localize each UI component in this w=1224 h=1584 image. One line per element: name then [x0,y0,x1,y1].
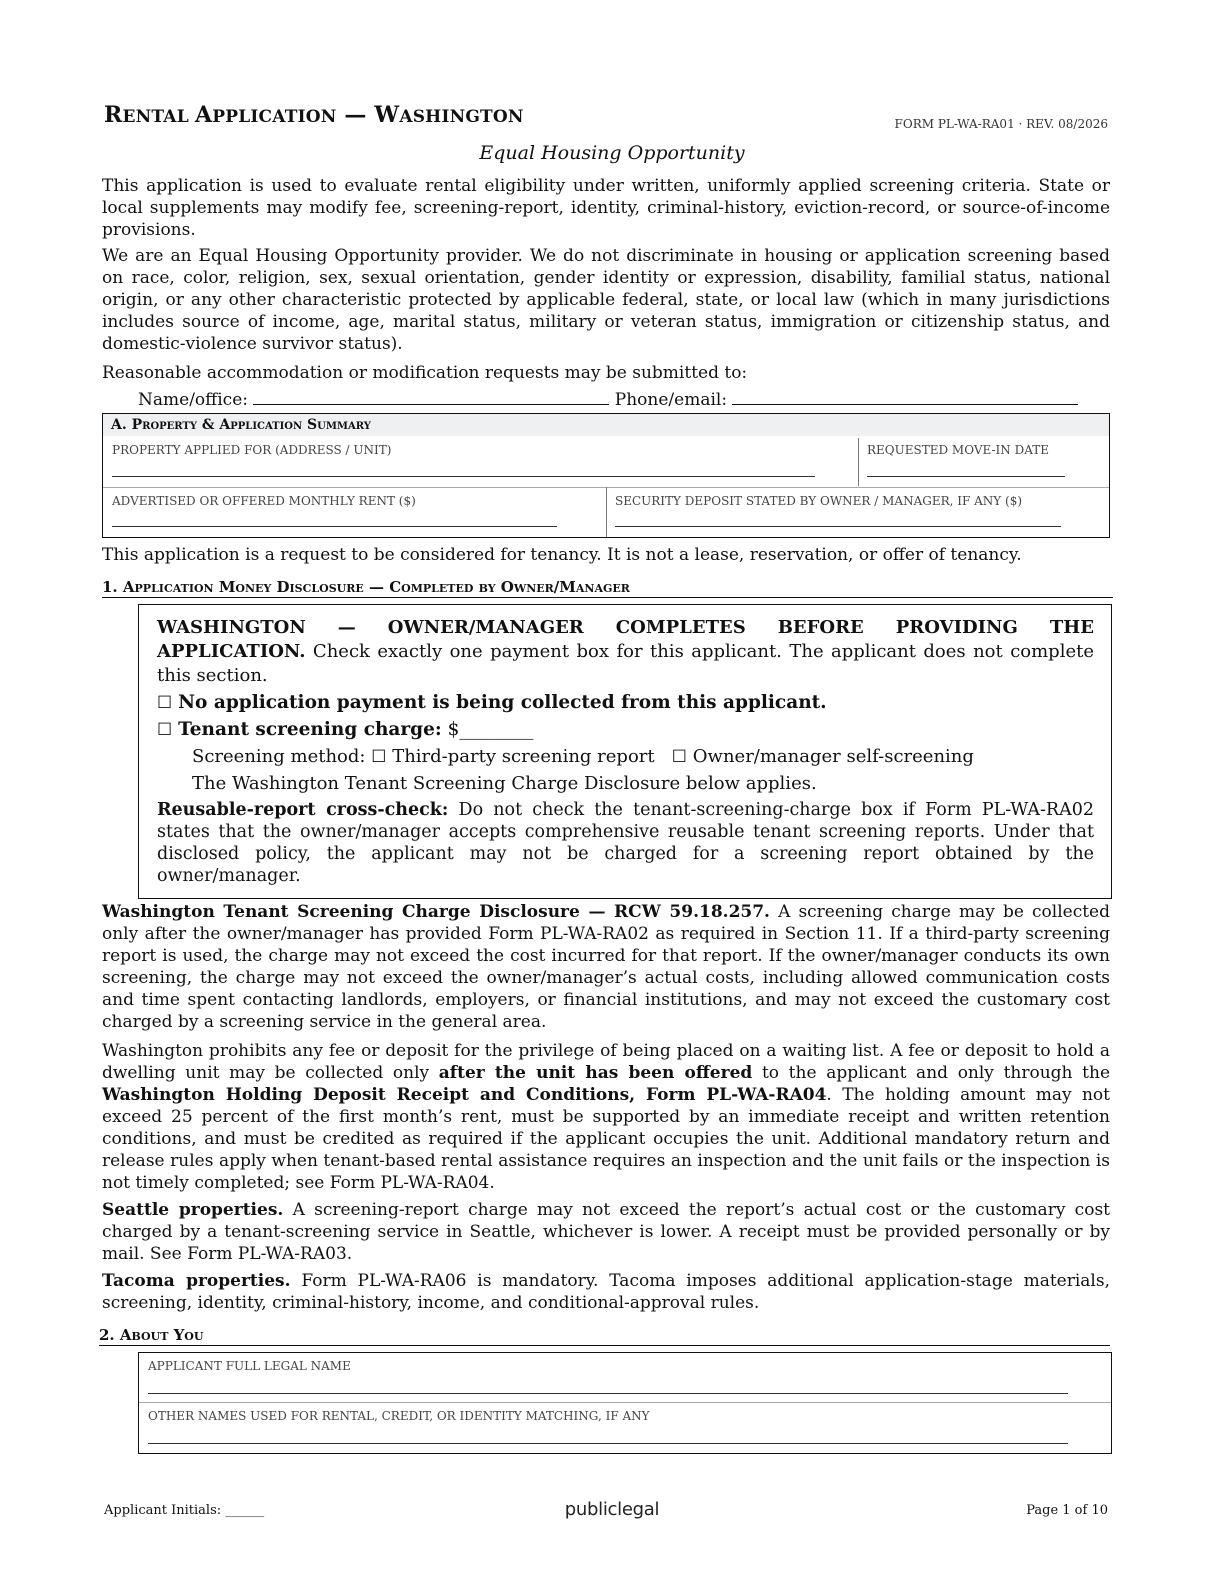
movein-date-field[interactable] [867,476,1065,477]
section-a-heading: A. Property & Application Summary [103,414,1109,436]
title-cap-a: A [194,102,213,128]
screening-charge-label: Tenant screening charge: [178,719,442,740]
rent-label: ADVERTISED OR OFFERED MONTHLY RENT ($) [112,494,416,508]
holding-text-1: Washington prohibits any fee or deposit for the privilege of being placed on a waiting list. A fee or deposit to hold a dwelling unit may be collected only [102,1041,1110,1083]
title-rest-3: ASHINGTON [399,107,524,127]
property-field[interactable] [112,476,815,477]
tacoma-bold: Tacoma properties. [102,1271,291,1291]
name-office-label: Name/office: [138,390,248,410]
about-you-box [138,1352,1112,1454]
form-number: FORM PL-WA-RA01 · REV. 08/2026 [894,117,1108,131]
holding-text-3: . The holding amount may not exceed 25 percent of the first month’s rent, must be supported by an immediate receipt and written retention conditions, and must be credited as required if the applicant occupies the unit. Additional mandatory return and release rules apply when tenant-based rental assistance requires an inspection and the unit fails or the inspection is not timely completed; see Form PL-WA-RA04. [102,1085,1110,1193]
title-rest-2: PPLICATION [212,107,337,127]
seattle-text: A screening-report charge may not exceed the report’s actual cost or the customary cost charged by a tenant-screening service in Seattle, whichever is lower. A receipt must be provided personally or by mail. See Form PL-WA-RA03. [102,1200,1110,1264]
phone-email-field[interactable] [732,388,1078,405]
section-1-heading: 1. Application Money Disclosure — Completed by Owner/Manager [102,578,1113,598]
screening-method-label: Screening method: [192,746,366,767]
crosscheck-bold: Reusable-report cross-check: [157,800,449,820]
page-title [104,102,524,128]
applicant-initials: Applicant Initials: ______ [104,1503,265,1518]
no-payment-checkbox[interactable]: ☐ [157,693,173,713]
reusable-report-crosscheck [157,799,1094,887]
crosscheck-rest: Do not check the tenant-screening-charge box if Form PL-WA-RA02 states that the owner/manager accepts comprehensive reusable tenant screening reports. Under that disclosed policy, the applicant may not be charged for a screening report obtained by the owner/manager. [157,800,1095,886]
tacoma-paragraph [102,1270,1110,1314]
title-cap-r: R [104,102,123,128]
tacoma-text: Form PL-WA-RA06 is mandatory. Tacoma imposes additional application-stage materials, screening, identity, criminal-history, income, and conditional-approval rules. [102,1271,1111,1313]
seattle-bold: Seattle properties. [102,1200,284,1220]
movein-label: REQUESTED MOVE-IN DATE [867,443,1049,457]
property-summary-box [102,413,1110,538]
phone-email-label: Phone/email: [614,390,728,410]
rent-field[interactable] [112,526,557,527]
full-name-field[interactable] [148,1393,1068,1394]
brand-logo: publiclegal [564,1499,660,1520]
divider [139,1402,1111,1403]
disclosure-heading: Washington Tenant Screening Charge Disclosure — RCW 59.18.257. [102,902,770,922]
screening-method-row [192,746,1129,768]
intro-paragraph-2: We are an Equal Housing Opportunity provider. We do not discriminate in housing or application screening based on race, color, religion, sex, sexual orientation, gender identity or expression, disability, familial status, national origin, or any other characteristic protected by applicable federal, state, or local law (which in many jurisdictions includes source of income, age, marital status, military or veteran status, immigration or citizenship status, and domestic-violence survivor status). [102,246,1110,354]
screening-charge-disclosure [102,901,1110,1033]
disclosure-applies-note: The Washington Tenant Screening Charge Disclosure below applies. [192,773,817,794]
self-screening-label: Owner/manager self-screening [692,746,974,767]
no-payment-label: No application payment is being collected from this applicant. [178,692,827,713]
section-2-heading: 2. About You [99,1326,1110,1346]
option-no-payment [157,692,1094,714]
owner-manager-box [138,604,1112,899]
intro-paragraph-1: This application is used to evaluate rental eligibility under written, uniformly applied screening criteria. State or local supplements may modify fee, screening-report, identity, criminal-history, eviction-record, or source-of-income provisions. [102,176,1110,240]
full-name-label: APPLICANT FULL LEGAL NAME [148,1359,351,1373]
third-party-checkbox[interactable]: ☐ [371,747,387,767]
property-label: PROPERTY APPLIED FOR (ADDRESS / UNIT) [112,443,392,457]
owner-instructions-bold: WASHINGTON — OWNER/MANAGER COMPLETES BEFORE PROVIDING THE APPLICATION. [157,617,1094,662]
subtitle: Equal Housing Opportunity [479,142,745,164]
owner-instructions [157,616,1094,688]
divider [606,487,607,537]
intro-paragraph-3: Reasonable accommodation or modification requests may be submitted to: [102,363,748,383]
holding-text-2: to the applicant and only through the [752,1063,1110,1083]
other-names-field[interactable] [148,1443,1068,1444]
holding-bold-2: Washington Holding Deposit Receipt and Conditions, Form PL-WA-RA04 [102,1085,827,1105]
deposit-label: SECURITY DEPOSIT STATED BY OWNER / MANAGER, IF ANY ($) [615,494,1023,508]
third-party-label: Third-party screening report [392,746,655,767]
screening-charge-amount-field[interactable]: $________ [447,719,534,740]
accommodation-contact-line [138,388,1078,410]
title-cap-w: W [374,102,400,128]
title-dash: — [336,102,375,128]
tenancy-note: This application is a request to be considered for tenancy. It is not a lease, reservation, or offer of tenancy. [102,545,1022,565]
self-screening-checkbox[interactable]: ☐ [671,747,688,767]
owner-instructions-rest: Check exactly one payment box for this applicant. The applicant does not complete this section. [157,641,1094,686]
option-screening-charge [157,719,1094,741]
title-rest-1: ENTAL [122,107,195,127]
holding-bold-1: after the unit has been offered [438,1063,753,1083]
page-number: Page 1 of 10 [1026,1503,1108,1518]
deposit-field[interactable] [615,526,1061,527]
other-names-label: OTHER NAMES USED FOR RENTAL, CREDIT, OR IDENTITY MATCHING, IF ANY [148,1409,650,1423]
disclosure-text: A screening charge may be collected only after the owner/manager has provided Form PL-WA-RA02 as required in Section 11. If a third-party screening report is used, the charge may not exceed the cost incurred for that report. If the owner/manager conducts its own screening, the charge may not exceed the owner/manager’s actual costs, including allowed communication costs and time spent contacting landlords, employers, or financial institutions, and may not exceed the customary cost charged by a screening service in the general area. [102,902,1110,1032]
screening-charge-checkbox[interactable]: ☐ [157,720,173,740]
divider [858,438,859,486]
name-office-field[interactable] [253,388,609,405]
seattle-paragraph [102,1199,1110,1265]
holding-deposit-paragraph [102,1040,1110,1194]
